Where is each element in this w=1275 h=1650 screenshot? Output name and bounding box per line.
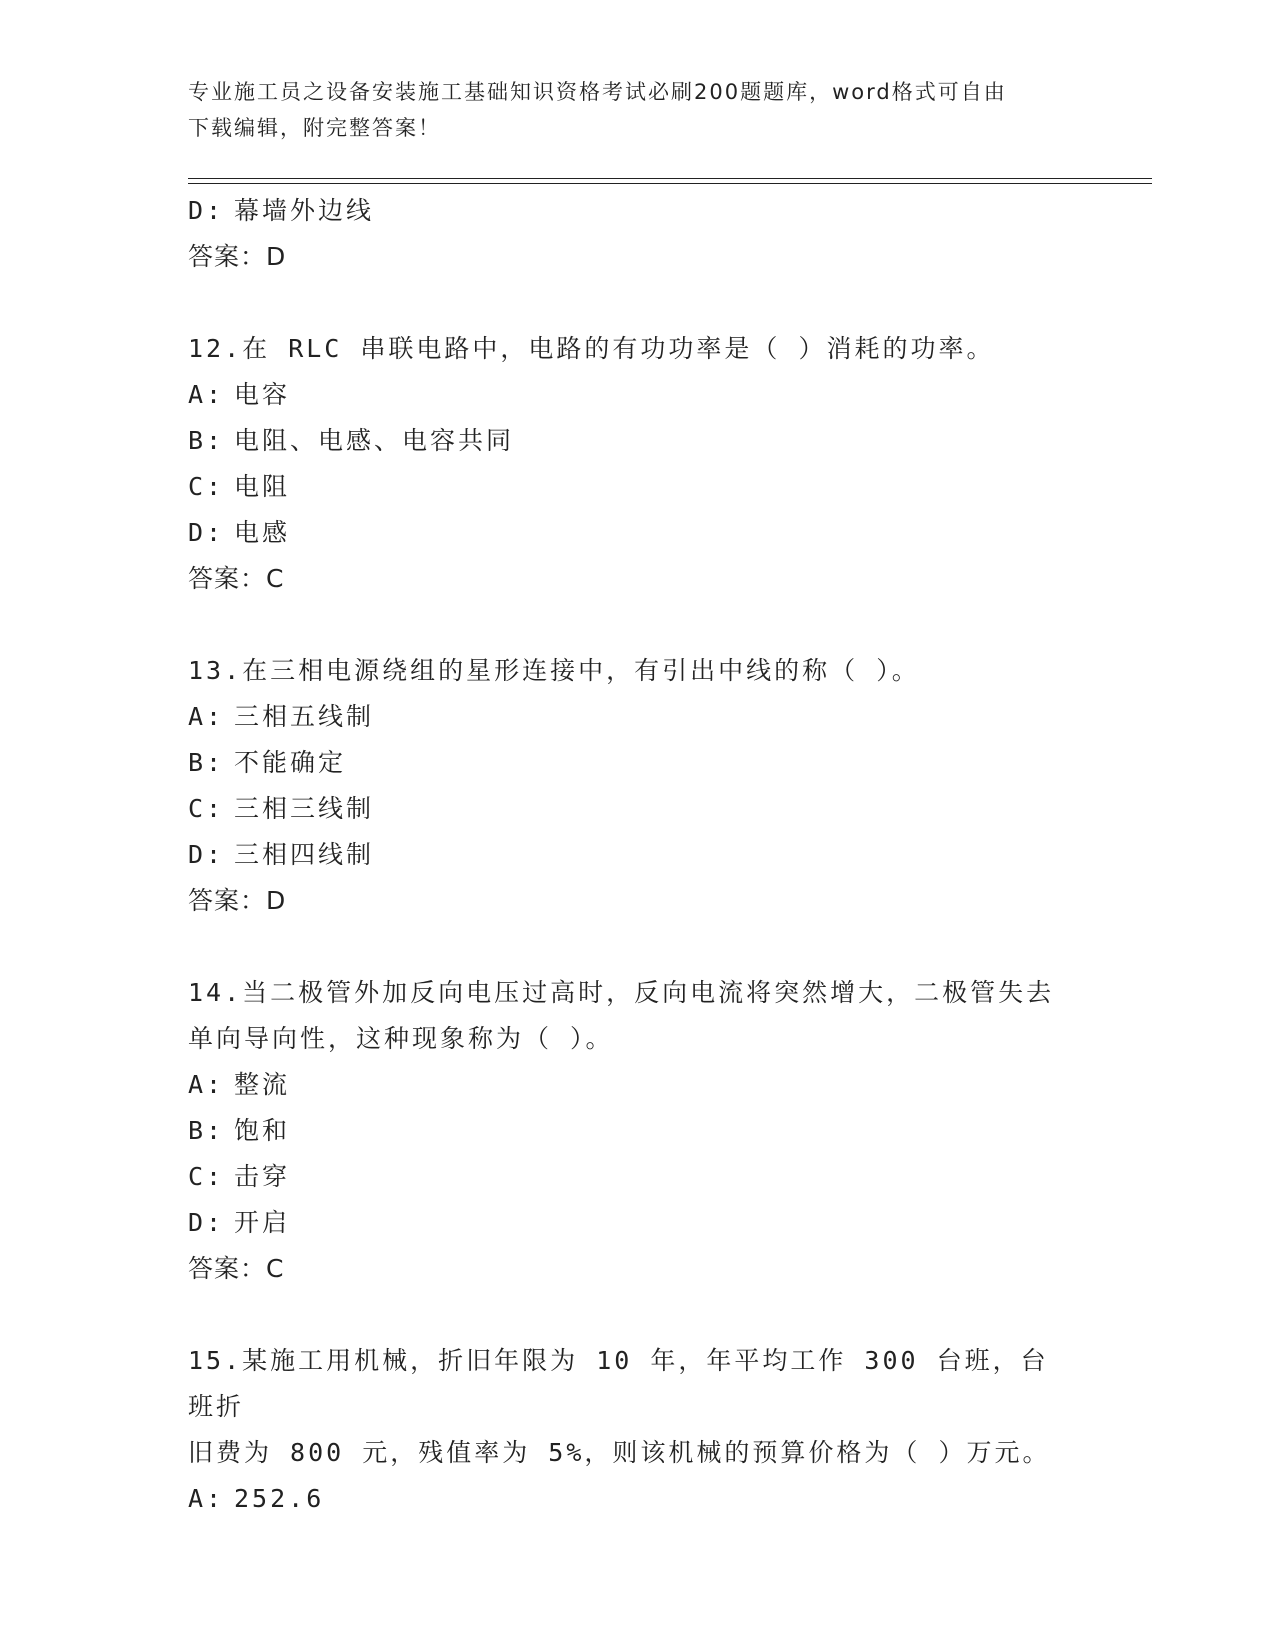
question-text-line: 在三相电源绕组的星形连接中，有引出中线的称（ ）。 — [242, 656, 920, 685]
header-line-2: 下载编辑，附完整答案！ — [188, 116, 441, 140]
option-label: A: — [188, 702, 225, 731]
question-13-option-d — [188, 832, 1088, 878]
question-13-answer — [188, 878, 1088, 924]
answer-label: 答案： — [188, 886, 267, 915]
spacer — [188, 280, 1088, 326]
question-14-option-c — [188, 1154, 1088, 1200]
question-13-text — [188, 648, 1068, 694]
question-12-text — [188, 326, 1068, 372]
answer-label: 答案： — [188, 564, 267, 593]
option-text: 开启 — [234, 1208, 291, 1237]
option-text: 电容 — [234, 380, 291, 409]
question-13-option-b — [188, 740, 1088, 786]
option-label: D: — [188, 840, 225, 869]
question-text-line-1 — [188, 970, 1068, 1016]
option-label: C: — [188, 794, 225, 823]
option-text: 整流 — [234, 1070, 291, 1099]
option-label: B: — [188, 1116, 225, 1145]
prev-option-d — [188, 188, 1088, 234]
option-text: 电阻、电感、电容共同 — [234, 426, 515, 455]
question-13-option-c — [188, 786, 1088, 832]
spacer — [188, 602, 1088, 648]
option-text: 252.6 — [234, 1484, 325, 1513]
answer-value: D — [266, 886, 287, 915]
option-text: 三相三线制 — [234, 794, 375, 823]
option-label: B: — [188, 426, 225, 455]
option-text: 不能确定 — [234, 748, 347, 777]
option-text: 电阻 — [234, 472, 291, 501]
option-text: 三相五线制 — [234, 702, 375, 731]
question-12-answer — [188, 556, 1088, 602]
question-12-option-d — [188, 510, 1088, 556]
question-15-option-a — [188, 1476, 1088, 1522]
question-14-option-a — [188, 1062, 1088, 1108]
question-number: 15. — [188, 1346, 243, 1375]
spacer — [188, 924, 1088, 970]
question-number: 14. — [188, 978, 243, 1007]
question-14-text — [188, 970, 1068, 1062]
option-text: 击穿 — [234, 1162, 291, 1191]
option-label: A: — [188, 1484, 225, 1513]
option-label: D: — [188, 196, 225, 225]
option-label: C: — [188, 1162, 225, 1191]
answer-value: C — [266, 564, 285, 593]
question-text-line-2: 旧费为 800 元，残值率为 5%，则该机械的预算价格为（ ）万元。 — [188, 1438, 1051, 1467]
header-divider-bottom — [188, 183, 1152, 184]
answer-value: C — [266, 1254, 285, 1283]
option-label: C: — [188, 472, 225, 501]
question-text-line-2: 单向导向性，这种现象称为（ ）。 — [188, 1024, 614, 1053]
header-line-1: 专业施工员之设备安装施工基础知识资格考试必刷200题题库，word格式可自由 — [188, 80, 1007, 104]
question-12-option-a — [188, 372, 1088, 418]
answer-value: D — [266, 242, 287, 271]
question-12-option-c — [188, 464, 1088, 510]
question-text-line: 在 RLC 串联电路中，电路的有功功率是（ ）消耗的功率。 — [242, 334, 995, 363]
option-text: 饱和 — [234, 1116, 291, 1145]
question-list — [188, 188, 1088, 1522]
question-14-option-d — [188, 1200, 1088, 1246]
question-text-line-1 — [188, 1338, 1068, 1430]
option-label: A: — [188, 1070, 225, 1099]
document-header — [188, 74, 1068, 146]
option-label: B: — [188, 748, 225, 777]
question-14-option-b — [188, 1108, 1088, 1154]
question-12-option-b — [188, 418, 1088, 464]
option-text: 三相四线制 — [234, 840, 375, 869]
question-14-answer — [188, 1246, 1088, 1292]
header-divider-top — [188, 178, 1152, 179]
question-text-line: 当二极管外加反向电压过高时，反向电流将突然增大，二极管失去 — [242, 978, 1055, 1007]
question-number: 13. — [188, 656, 243, 685]
question-text-line: 某施工用机械，折旧年限为 10 年，年平均工作 300 台班，台班折 — [188, 1346, 1049, 1421]
option-label: D: — [188, 518, 225, 547]
answer-label: 答案： — [188, 242, 267, 271]
option-text: 幕墙外边线 — [234, 196, 375, 225]
spacer — [188, 1292, 1088, 1338]
question-13-option-a — [188, 694, 1088, 740]
option-label: D: — [188, 1208, 225, 1237]
option-label: A: — [188, 380, 225, 409]
question-number: 12. — [188, 334, 243, 363]
option-text: 电感 — [234, 518, 291, 547]
prev-answer — [188, 234, 1088, 280]
question-15-text — [188, 1338, 1068, 1476]
answer-label: 答案： — [188, 1254, 267, 1283]
